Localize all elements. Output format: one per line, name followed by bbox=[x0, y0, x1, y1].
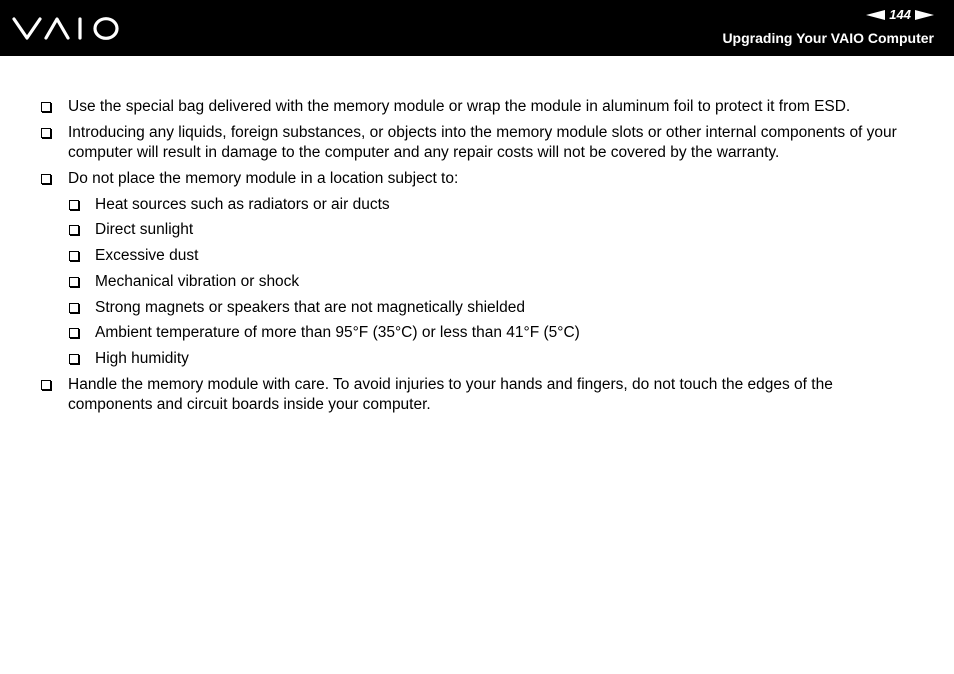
sub-list bbox=[40, 195, 920, 369]
sub-list-item bbox=[40, 272, 920, 292]
section-title: Upgrading Your VAIO Computer bbox=[722, 30, 934, 46]
checkbox-bullet-icon bbox=[69, 328, 79, 338]
sub-list-item-text: High humidity bbox=[95, 350, 189, 368]
checkbox-bullet-icon bbox=[69, 225, 79, 235]
previous-page-arrow-icon[interactable] bbox=[866, 10, 885, 20]
checkbox-bullet-icon bbox=[41, 128, 51, 138]
sub-list-item-text: Heat sources such as radiators or air ducts bbox=[95, 195, 390, 213]
checkbox-bullet-icon bbox=[41, 102, 51, 112]
checkbox-bullet-icon bbox=[41, 380, 51, 390]
checkbox-bullet-icon bbox=[69, 251, 79, 261]
sub-list-item bbox=[40, 195, 920, 215]
checkbox-bullet-icon bbox=[41, 174, 51, 184]
content-body bbox=[40, 97, 920, 421]
page-navigation bbox=[866, 7, 934, 23]
list-item bbox=[40, 375, 920, 414]
checkbox-bullet-icon bbox=[69, 303, 79, 313]
list-item-text: Introducing any liquids, foreign substances, or objects into the memory module slots or other internal components of your computer will result in damage to the computer and any repair costs will not be covered by the warranty. bbox=[68, 124, 897, 161]
list-item bbox=[40, 123, 920, 162]
list-item bbox=[40, 169, 920, 189]
checkbox-bullet-icon bbox=[69, 277, 79, 287]
list-item-text: Do not place the memory module in a location subject to: bbox=[68, 169, 459, 187]
vaio-logo bbox=[12, 16, 122, 42]
checkbox-bullet-icon bbox=[69, 354, 79, 364]
sub-list-item bbox=[40, 323, 920, 343]
next-page-arrow-icon[interactable] bbox=[915, 10, 934, 20]
list-item-text: Handle the memory module with care. To avoid injuries to your hands and fingers, do not touch the edges of the components and circuit boards inside your computer. bbox=[68, 376, 833, 413]
sub-list-item-text: Ambient temperature of more than 95°F (35°C) or less than 41°F (5°C) bbox=[95, 324, 580, 342]
sub-list-item bbox=[40, 298, 920, 318]
page-number: 144 bbox=[889, 7, 911, 22]
sub-list-item-text: Mechanical vibration or shock bbox=[95, 272, 300, 290]
checkbox-bullet-icon bbox=[69, 200, 79, 210]
sub-list-item-text: Direct sunlight bbox=[95, 221, 194, 239]
page-header bbox=[0, 0, 954, 56]
sub-list-item-text: Strong magnets or speakers that are not magnetically shielded bbox=[95, 298, 525, 316]
list-item-text: Use the special bag delivered with the memory module or wrap the module in aluminum foil to protect it from ESD. bbox=[68, 98, 851, 115]
sub-list-item bbox=[40, 349, 920, 369]
sub-list-item bbox=[40, 246, 920, 266]
sub-list-item-text: Excessive dust bbox=[95, 247, 199, 265]
sub-list-item bbox=[40, 220, 920, 240]
list-item bbox=[40, 97, 920, 117]
